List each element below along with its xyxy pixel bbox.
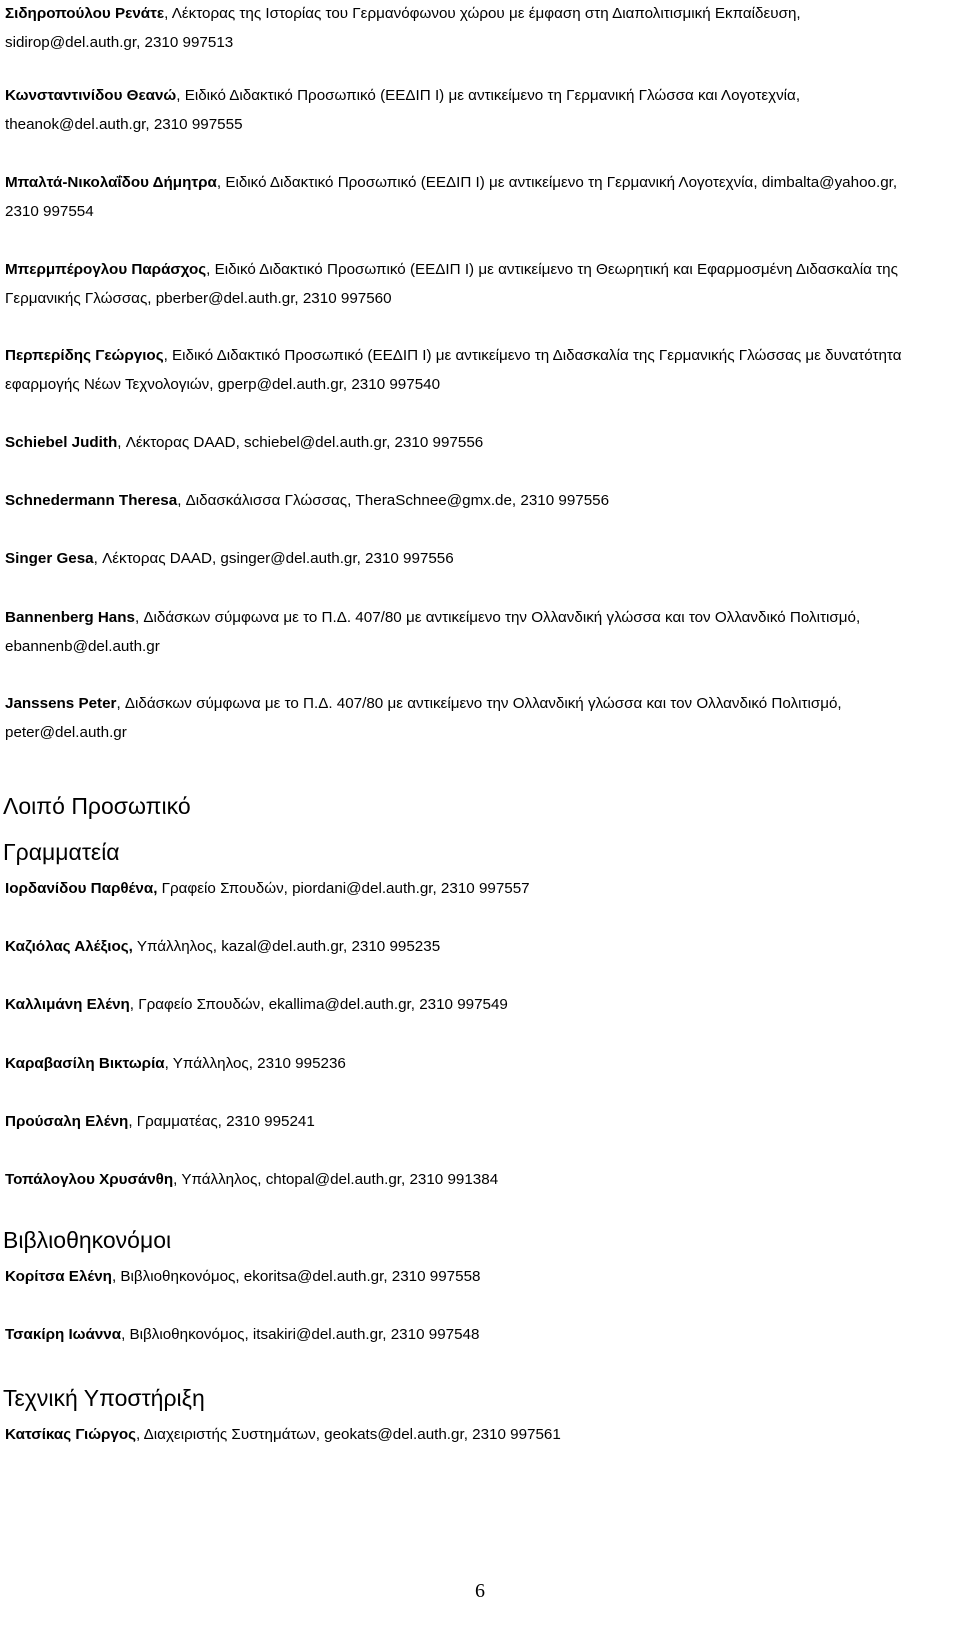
staff-details: , Διδασκάλισσα Γλώσσας, TheraSchnee@gmx.de, 2310 997556 [177,492,610,509]
staff-entry [5,544,910,573]
staff-details: , Διδάσκων σύμφωνα με το Π.Δ. 407/80 με αντικείμενο την Ολλανδική γλώσσα και τον Ολλανδικό Πολιτισμό, peter@del.auth.gr [5,695,842,741]
staff-details: , Λέκτορας DAAD, schiebel@del.auth.gr, 2310 997556 [117,434,484,451]
staff-details: Υπάλληλος, kazal@del.auth.gr, 2310 995235 [132,938,441,955]
staff-name: Schiebel Judith [5,434,118,451]
staff-entry [5,81,910,139]
secretariat-entry [5,990,910,1019]
staff-details: , Λέκτορας DAAD, gsinger@del.auth.gr, 2310 997556 [93,550,454,567]
staff-name: Schnedermann Theresa [5,492,178,509]
staff-name: Μπερμπέρογλου Παράσχος [5,261,207,278]
secretariat-entry [5,1165,910,1194]
staff-name: Κατσίκας Γιώργος [5,1426,137,1443]
section-heading-other-staff: Λοιπό Προσωπικό [3,793,191,819]
staff-name: Κωνσταντινίδου Θεανώ [5,87,177,104]
staff-details: , Υπάλληλος, chtopal@del.auth.gr, 2310 991384 [173,1171,499,1188]
staff-name: Ιορδανίδου Παρθένα, [5,880,158,897]
section-heading-tech-support: Τεχνική Υποστήριξη [3,1385,205,1411]
staff-name: Καλλιμάνη Ελένη [5,996,130,1013]
section-heading-librarians: Βιβλιοθηκονόμοι [3,1227,172,1253]
staff-name: Σιδηροπούλου Ρενάτε [5,5,165,22]
secretariat-entry [5,932,910,961]
staff-entry [5,603,910,661]
staff-details: , Ειδικό Διδακτικό Προσωπικό (ΕΕΔΙΠ Ι) με αντικείμενο τη Θεωρητική και Εφαρμοσμένη Διδασκαλία της Γερμανικής Γλώσσας, pberber@del.auth.gr, 2310 997560 [5,261,898,307]
staff-name: Singer Gesa [5,550,94,567]
staff-details: , Υπάλληλος, 2310 995236 [164,1055,346,1072]
secretariat-entry [5,1049,910,1078]
staff-name: Μπαλτά-Νικολαΐδου Δήμητρα [5,174,217,191]
staff-entry [5,341,910,399]
page-number: 6 [475,1580,485,1602]
staff-name: Προύσαλη Ελένη [5,1113,129,1130]
staff-name: Κορίτσα Ελένη [5,1268,112,1285]
staff-name: Καραβασίλη Βικτωρία [5,1055,165,1072]
staff-name: Τοπάλογλου Χρυσάνθη [5,1171,174,1188]
librarian-entry [5,1262,910,1291]
staff-details: , Ειδικό Διδακτικό Προσωπικό (ΕΕΔΙΠ Ι) με αντικείμενο τη Γερμανική Γλώσσα και Λογοτεχνία, theanok@del.auth.gr, 2310 997555 [5,87,801,133]
staff-name: Bannenberg Hans [5,609,135,626]
librarian-entry [5,1320,910,1349]
staff-details: , Ειδικό Διδακτικό Προσωπικό (ΕΕΔΙΠ Ι) με αντικείμενο τη Γερμανική Λογοτεχνία, dimbalta@yahoo.gr, 2310 997554 [5,174,898,220]
staff-entry [5,168,910,226]
staff-details: , Διδάσκων σύμφωνα με το Π.Δ. 407/80 με αντικείμενο την Ολλανδική γλώσσα και τον Ολλανδικό Πολιτισμό, ebannenb@del.auth.gr [5,609,861,655]
staff-name: Τσακίρη Ιωάννα [5,1326,122,1343]
staff-details: , Γραφείο Σπουδών, ekallima@del.auth.gr, 2310 997549 [129,996,508,1013]
staff-entry [5,255,910,313]
staff-details: , Βιβλιοθηκονόμος, ekoritsa@del.auth.gr, 2310 997558 [111,1268,481,1285]
staff-details: , Λέκτορας της Ιστορίας του Γερμανόφωνου χώρου με έμφαση στη Διαπολιτισμική Εκπαίδευση, sidirop@del.auth.gr, 2310 997513 [5,5,801,51]
staff-entry [5,428,910,457]
staff-details: Γραφείο Σπουδών, piordani@del.auth.gr, 2310 997557 [157,880,530,897]
staff-entry [5,689,910,747]
staff-name: Janssens Peter [5,695,117,712]
secretariat-entry [5,874,910,903]
staff-name: Καζιόλας Αλέξιος, [5,938,133,955]
staff-entry [5,0,910,57]
staff-details: , Διαχειριστής Συστημάτων, geokats@del.auth.gr, 2310 997561 [136,1426,561,1443]
secretariat-entry [5,1107,910,1136]
staff-details: , Γραμματέας, 2310 995241 [128,1113,315,1130]
staff-details: , Βιβλιοθηκονόμος, itsakiri@del.auth.gr, 2310 997548 [121,1326,480,1343]
staff-name: Περπερίδης Γεώργιος [5,347,164,364]
section-heading-secretariat: Γραμματεία [3,839,120,865]
tech-support-entry [5,1420,910,1449]
staff-entry [5,486,910,515]
staff-details: , Ειδικό Διδακτικό Προσωπικό (ΕΕΔΙΠ Ι) με αντικείμενο τη Διδασκαλία της Γερμανικής Γλώσσας με δυνατότητα εφαρμογής Νέων Τεχνολογιών, gperp@del.auth.gr, 2310 997540 [5,347,902,393]
